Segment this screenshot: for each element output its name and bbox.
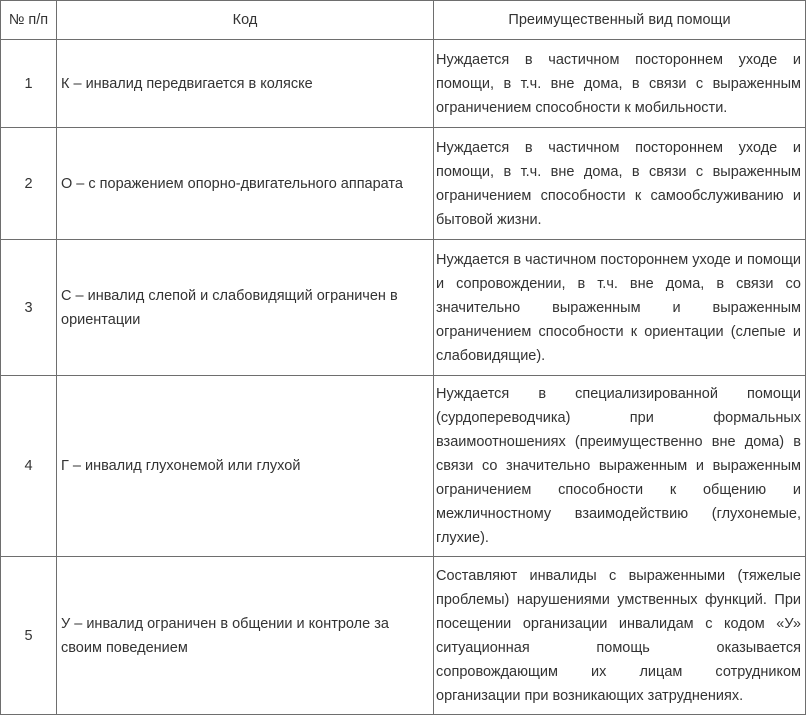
- table-row: [1, 240, 806, 376]
- table-row: [1, 40, 806, 128]
- row-number: 3: [1, 240, 57, 376]
- row-number: 2: [1, 128, 57, 240]
- row-assistance: Нуждается в частичном постороннем уходе и помощи, в т.ч. вне дома, в связи с выраженным ограничением способности к самообслуживанию и бытовой жизни.: [434, 128, 806, 240]
- row-assistance: Составляют инвалиды с выраженными (тяжелые проблемы) нарушениями умственных функций. При посещении организации инвалидам с кодом «У» ситуационная помощь оказывается сопровождающим их лицам сотрудником организации при возникающих затруднениях.: [434, 557, 806, 715]
- row-number: 1: [1, 40, 57, 128]
- row-assistance: Нуждается в частичном постороннем уходе и помощи, в т.ч. вне дома, в связи с выраженным ограничением способности к мобильности.: [434, 40, 806, 128]
- header-code: Код: [57, 1, 434, 40]
- table-row: [1, 128, 806, 240]
- row-number: 5: [1, 557, 57, 715]
- header-assistance: Преимущественный вид помощи: [434, 1, 806, 40]
- row-code: Г – инвалид глухонемой или глухой: [57, 376, 434, 557]
- table-row: [1, 376, 806, 557]
- header-row: [1, 1, 806, 40]
- row-code: К – инвалид передвигается в коляске: [57, 40, 434, 128]
- table-row: [1, 557, 806, 715]
- row-assistance: Нуждается в специализированной помощи (сурдопереводчика) при формальных взаимоотношениях (преимущественно вне дома) в связи со значительно выраженным и выраженным ограничением способности к общению и межличностному взаимодействию (глухонемые, глухие).: [434, 376, 806, 557]
- row-assistance: Нуждается в частичном постороннем уходе и помощи и сопровождении, в т.ч. вне дома, в связи со значительно выраженным и выраженным ограничением способности к ориентации (слепые и слабовидящие).: [434, 240, 806, 376]
- row-code: У – инвалид ограничен в общении и контроле за своим поведением: [57, 557, 434, 715]
- row-number: 4: [1, 376, 57, 557]
- row-code: О – с поражением опорно-двигательного аппарата: [57, 128, 434, 240]
- header-number: № п/п: [1, 1, 57, 40]
- row-code: С – инвалид слепой и слабовидящий ограничен в ориентации: [57, 240, 434, 376]
